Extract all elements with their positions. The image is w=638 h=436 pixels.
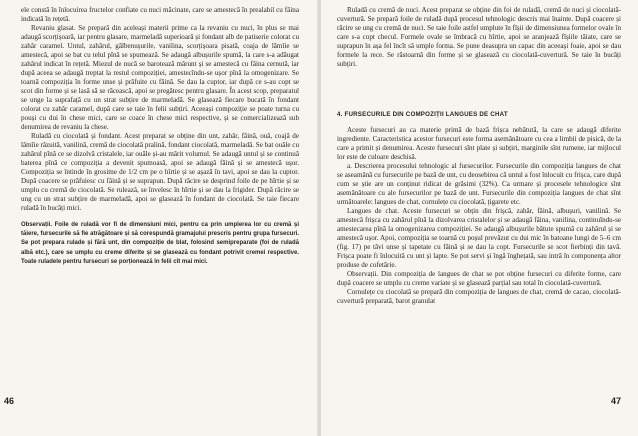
page-number-left: 46 bbox=[4, 396, 15, 406]
left-page-text-column bbox=[21, 6, 299, 267]
paragraph-langues-de-chat: Langues de chat. Aceste fursecuri se obțin din frișcă, zahăr, făină, albușuri, vanilină. Se amestecă frișca cu zahărul pînă la dizolvarea cristalelor și se adaugă făina, vanilina, continuîndu-se amestecarea pînă la omogenizarea compoziției. Se adaugă albușurile bătute spumă cu zahărul și se amestecă ușor. Apoi, compoziția se toarnă cu poșul prevăzut cu dui mic în batoane lungi de 5–6 cm (fig. 17) pe tăvi unse și tapetate cu făină și se dau la copt. Fursecurile se scot fierbinți din tavă. Frișca poate fi înlocuită cu unt și lapte. Se pot servi și îngă înghețată, sau intră în componența altor produse de cofetărie. bbox=[337, 207, 621, 269]
right-page bbox=[321, 0, 638, 436]
left-page bbox=[0, 0, 318, 436]
section-spacer bbox=[337, 69, 621, 105]
right-page-text-column bbox=[337, 6, 621, 306]
paragraph-rulada-ciocolata: Ruladă cu ciocolată și fondant. Acest preparat se obține din unt, zahăr, făină, ouă, coajă de lămîie răzuită, vanilină, cremă de ciocolată pralină, fondant ciocolată, marmeladă. Se bat ouăle cu zahărul pînă ce se dizolvă cristalele, iar ouăle și-au mărit volumul. Se adaugă untul și se continuă baterea pînă ce compoziția a devenit spumoasă, apoi se adaugă făină și se amestecă ușor. Compoziția se întinde în grosime de 1/2 cm pe o hîrtie și se așază în tavi, apoi se dau la cuptor. După coacere se prăfuiesc cu făină și se suprapun. După răcire se desprind foile de pe hîrtie și se umplu cu cremă de ciocolată. Se rulează, se învelesc în hîrtie și se dau la frigider. După răcire se ung cu un strat subțire de marmeladă, apoi se glasează în fondant de ciocolată. Se taie fiecare ruladă în bucăți mici. bbox=[21, 132, 299, 212]
paragraph-langues-intro: Aceste fursecuri au ca materie primă de bază frișca nebătută, la care se adaugă diferite ingrediente. Caracteristica acestor fursecuri este forma asemănătoare cu cea a limbii de pisică, de la care a primit și denumirea. Aceste fursecuri sînt plate și subțiri, marginile sînt rumene, iar mijlocul lor este de culoare deschisă. bbox=[337, 126, 621, 161]
paragraph-process-description: a. Descrierea procesului tehnologic al fursecurilor. Fursecurile din compoziția langues de chat se aseamănă cu fursecurile pe bază de unt, cu deosebirea că untul a fost înlocuit cu frișca, care după cum se știe are un conținut ridicat de grăsimi (32%). Ca urmare și procesele tehnologice sînt asemănătoare cu ale fursecurilor pe bază de unt. Fursecurile din compoziția langues de chat sînt următoarele: langues de chat, cornulețe cu ciocolată, țigarete etc. bbox=[337, 162, 621, 206]
page-number-right: 47 bbox=[611, 396, 622, 406]
paragraph-cornulete: Cornulețe cu ciocolată se prepară din compoziția de langues de chat, cremă de cacao, ciocolată-cuvertură preparată, barot granulat bbox=[337, 288, 621, 305]
paragraph-observatii: Observații. Din compoziția de langues de chat se pot obține fursecuri cu diferite forme, care după coacere se umplu cu creme variate și se glasează parțial sau total în ciocolată-cuvertură. bbox=[337, 270, 621, 287]
paragraph-revaniu-glasat: Revaniu glasat. Se prepară din aceleași materii prime ca la revaniu cu nuci, în plus se mai adaugă scorțișoară, iar pentru glasare, marmeladă superioară și fondant alb de patiserie colorat cu zahăr caramel. Untul, zahărul, gălbenușurile, vanilina, scorțișoara pisată, coaja de lămîie se amestecă, apoi se bat cu telul pînă se spumează. Se adaugă albușurile spumă, la care s-a adăugat zahărul indicat în rețetă. Miezul de nucă se barotează mărunt și se amestecă cu făina cernută, iar după aceea se adaugă treptat la restul compoziției, amestecîndu-se ușor pînă la omogenizare. Se toarnă compoziția în forme unse și prăfuite cu făină. Se dau la cuptor, iar după ce s-au copt se scot din forme și se lasă să se răcească, apoi se pregătesc pentru glasare. În acest scop, preparatul se unge la suprafață cu un strat subțire de marmeladă. Se glasează fiecare bucată în fondant colorat cu zahăr caramel, după care se taie în felii subțiri. Aceeași compoziție se poate turna cu pouși cu dui în chese mici, care se coace în chese mici respective, și se comercializează sub denumirea de revaniu la chese. bbox=[21, 24, 299, 131]
section-heading: 4. FURSECURILE DIN COMPOZIȚII LANGUES DE CHAT bbox=[337, 111, 508, 118]
observations-note: Observații. Foile de ruladă vor fi de dimensiuni mici, pentru ca prin umplerea lor cu cremă și tăiere, fursecurile să fie atrăgătoare și să corespundă gramajului prescris pentru grupa fursecuri. Se pot prepara rulade și fără unt, din compoziție de blat, folosind semipreparate (foi de ruladă albă etc.), care se umplu cu creme diferite și se glasează cu fondant potrivit cremei respective. Toate ruladele pentru fursecuri se porționează în felii cît mai mici. bbox=[21, 222, 299, 265]
paragraph-rulada-nuci: Ruladă cu cremă de nuci. Acest preparat se obține din foi de ruladă, cremă de nuci și ciocolată-cuvertură. Se prepară foile de ruladă după procesul tehnologic descris mai înainte. După coacere și răcire se ung cu cremă de nuci. Se taie foile astfel umplute în fîșii de dimensiunea formelor ovale în care s-a copt checul. Formele ovale se îmbracă cu hîrtie, apoi se aranjează fîșiile tăiate, care se suprapun în așa fel încît să umple forma. Se pune deasupra un capac din aceeași foaie, apoi se dau formele la rece. Se răstoarnă din forme și se glasează cu ciocolată-cuvertură. Se taie în bucăți subțiri. bbox=[337, 6, 621, 68]
paragraph-intro: ele constă în înlocuirea fructelor confiate cu nuci măcinate, care se amestecă în prealabil cu făina indicată în rețetă. bbox=[21, 6, 299, 23]
